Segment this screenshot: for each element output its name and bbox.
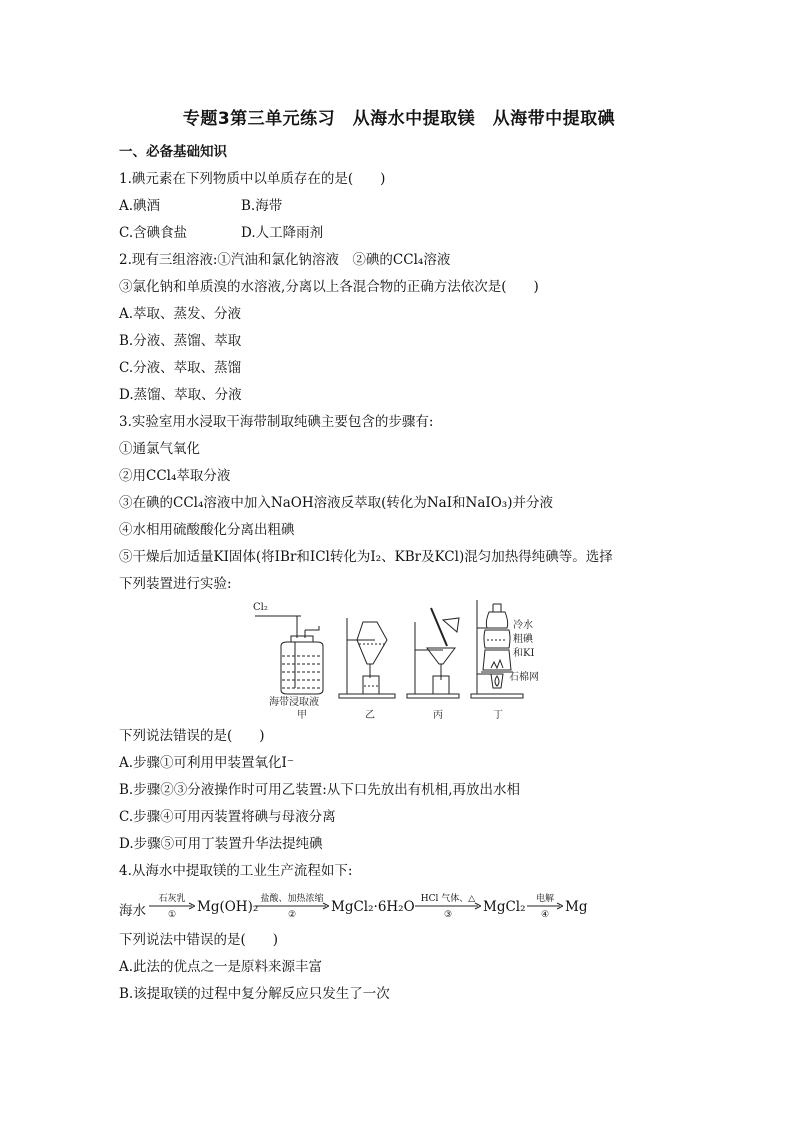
step-1: ①通氯气氧化: [119, 441, 200, 457]
question-2-stem-cont: ③氯化钠和单质溴的水溶液,分离以上各混合物的正确方法依次是( ): [119, 279, 539, 295]
apparatus-diagram: [247, 598, 547, 720]
option-c[interactable]: C.含碘食盐: [119, 225, 188, 241]
solution-label: 海带浸取液: [269, 697, 319, 708]
step-5: ⑤干燥后加适量KI固体(将IBr和ICl转化为I₂、KBr及KCl)混匀加热得纯碘等。选择: [119, 549, 613, 565]
flow-arrow-2: [255, 893, 329, 923]
option-c[interactable]: C.步骤④可用丙装置将碘与母液分离: [119, 809, 336, 825]
apparatus-jia: [253, 602, 323, 694]
label-yi: 乙: [365, 710, 375, 720]
process-flow: [119, 893, 588, 925]
flow-arrow-1-step: ①: [167, 910, 177, 920]
question-1-options-cd: [119, 224, 323, 242]
option-d[interactable]: D.蒸馏、萃取、分液: [119, 387, 242, 403]
option-a[interactable]: A.步骤①可利用甲装置氧化I⁻: [119, 755, 294, 771]
step-4: ④水相用硫酸酸化分离出粗碘: [119, 522, 295, 538]
flow-arrow-4-step: ④: [540, 910, 550, 920]
question-3-stem: 3.实验室用水浸取干海带制取纯碘主要包含的步骤有:: [119, 414, 434, 430]
apparatus-yi: [339, 618, 395, 698]
label-ding: 丁: [493, 710, 503, 720]
option-d[interactable]: D.步骤⑤可用丁装置升华法提纯碘: [119, 836, 323, 852]
flow-node-mgoh2: Mg(OH)₂: [197, 899, 259, 915]
flow-node-mg: Mg: [565, 899, 588, 915]
option-a[interactable]: A.碘酒: [119, 198, 161, 214]
cl2-label: Cl₂: [253, 602, 268, 613]
cold-water-label: 冷水: [513, 620, 533, 631]
option-c[interactable]: C.分液、萃取、蒸馏: [119, 360, 242, 376]
step-5-cont: 下列装置进行实验:: [119, 576, 232, 592]
question-2-stem: 2.现有三组溶液:①汽油和氯化钠溶液 ②碘的CCl₄溶液: [119, 252, 451, 268]
page-title: 专题3第三单元练习 从海水中提取镁 从海带中提取碘: [182, 109, 616, 129]
option-b[interactable]: B.步骤②③分液操作时可用乙装置:从下口先放出有机相,再放出水相: [119, 782, 521, 798]
label-jia: 甲: [297, 710, 307, 720]
flow-arrow-1: [149, 893, 195, 923]
apparatus-figure: [247, 598, 547, 720]
flow-arrow-4-reagent: 电解: [535, 894, 554, 904]
question-1-options-ab: [119, 197, 282, 215]
flow-arrow-4: [527, 893, 563, 923]
flow-arrow-1-reagent: 石灰乳: [158, 894, 186, 904]
asbestos-label: 石棉网: [509, 672, 539, 683]
flow-arrow-3-reagent: HCl 气体、△: [420, 894, 476, 904]
option-a[interactable]: A.萃取、蒸发、分液: [119, 306, 242, 322]
flow-node-seawater: 海水: [119, 903, 146, 919]
option-b[interactable]: B.海带: [241, 198, 283, 214]
flow-arrow-3-step: ③: [443, 910, 453, 920]
option-a[interactable]: A.此法的优点之一是原料来源丰富: [119, 959, 323, 975]
apparatus-bing: [407, 608, 459, 698]
question-4-stem: 4.从海水中提取镁的工业生产流程如下:: [119, 863, 353, 879]
flow-node-mgcl2: MgCl₂: [483, 899, 526, 915]
option-b[interactable]: B.分液、蒸馏、萃取: [119, 333, 242, 349]
and-ki-label: 和KI: [513, 648, 535, 659]
step-3: ③在碘的CCl₄溶液中加入NaOH溶液反萃取(转化为NaI和NaIO₃)并分液: [119, 495, 553, 511]
option-d[interactable]: D.人工降雨剂: [241, 225, 324, 241]
flow-arrow-2-step: ②: [287, 910, 297, 920]
question-4-ask: 下列说法中错误的是( ): [119, 932, 279, 948]
section-heading: 一、必备基础知识: [119, 144, 227, 160]
flow-arrow-2-reagent: 盐酸、加热浓缩: [260, 894, 324, 904]
option-b[interactable]: B.该提取镁的过程中复分解反应只发生了一次: [119, 986, 390, 1002]
flow-node-mgcl2-6h2o: MgCl₂·6H₂O: [331, 899, 415, 915]
crude-iodine-label: 粗碘: [513, 634, 533, 645]
flow-arrow-3: [415, 893, 481, 923]
question-3-ask: 下列说法错误的是( ): [119, 728, 265, 744]
step-2: ②用CCl₄萃取分液: [119, 468, 231, 484]
question-1-stem: 1.碘元素在下列物质中以单质存在的是( ): [119, 171, 386, 187]
label-bing: 丙: [433, 710, 443, 720]
